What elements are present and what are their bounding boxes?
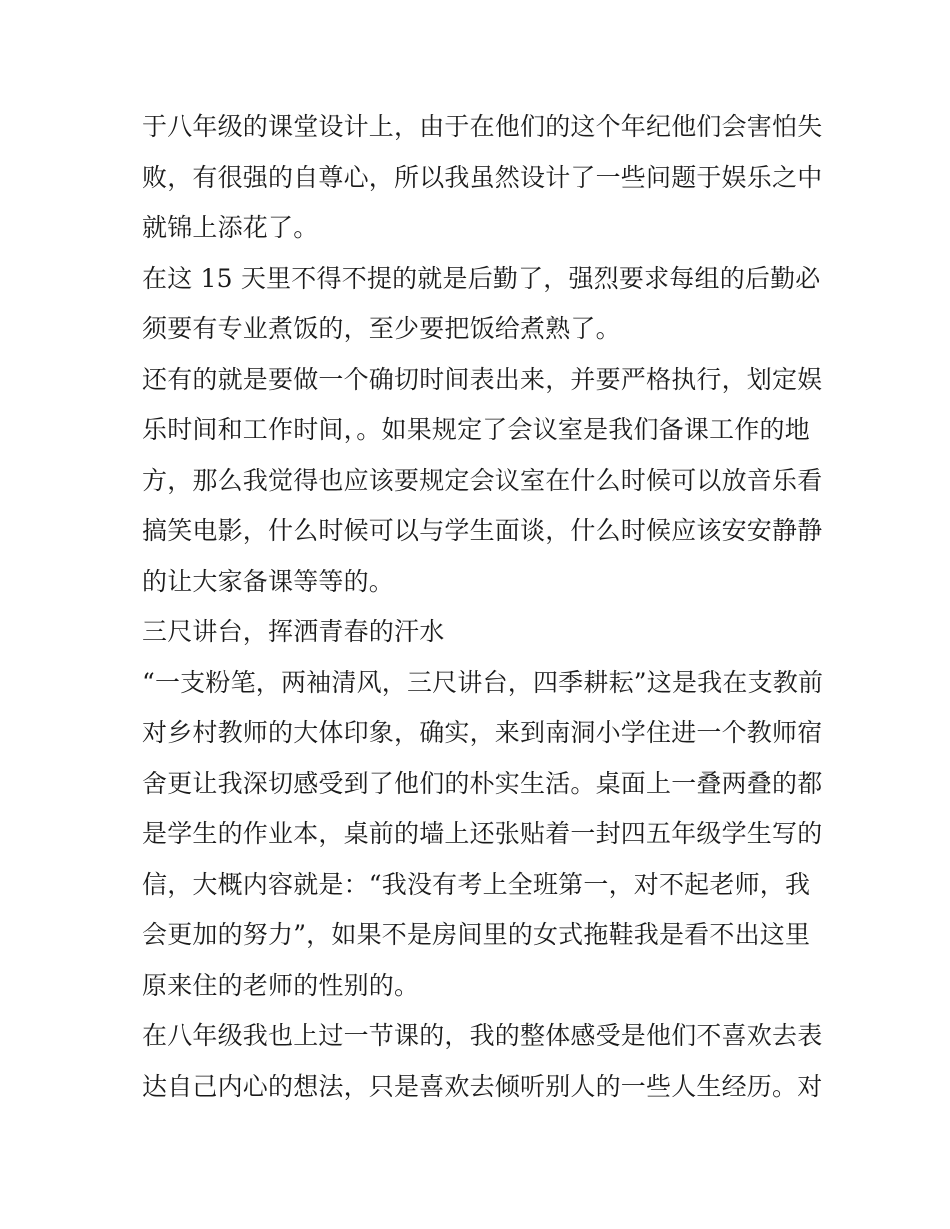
text-line: 败，有很强的自尊心，所以我虽然设计了一些问题于娱乐之中 xyxy=(142,162,823,192)
text-line: 在这 15 天里不得不提的就是后勤了，强烈要求每组的后勤必 xyxy=(142,263,821,293)
section-heading xyxy=(142,607,822,658)
text-line: 原来住的老师的性别的。 xyxy=(142,970,420,1000)
text-line: 乐时间和工作时间，。如果规定了会议室是我们备课工作的地 xyxy=(142,415,810,444)
text-line: 于八年级的课堂设计上，由于在他们的这个年纪他们会害怕失 xyxy=(142,112,823,141)
text-line: 在八年级我也上过一节课的，我的整体感受是他们不喜欢去表 xyxy=(142,1021,823,1050)
document-body xyxy=(142,102,822,1112)
text-line: “一支粉笔，两袖清风，三尺讲台，四季耕耘”这是我在支教前 xyxy=(142,667,824,697)
text-line: 方，那么我觉得也应该要规定会议室在什么时候可以放音乐看 xyxy=(142,465,823,495)
text-line: 达自己内心的想法，只是喜欢去倾听别人的一些人生经历。对 xyxy=(142,1071,823,1101)
text-line: 须要有专业煮饭的，至少要把饭给煮熟了。 xyxy=(142,314,621,343)
text-line: 还有的就是要做一个确切时间表出来，并要严格执行，划定娱 xyxy=(142,364,823,394)
text-line: 会更加的努力”，如果不是房间里的女式拖鞋我是看不出这里 xyxy=(142,920,811,949)
text-line: 三尺讲台，挥洒青春的汗水 xyxy=(142,617,445,646)
text-line: 是学生的作业本，桌前的墙上还张贴着一封四五年级学生写的 xyxy=(142,819,823,848)
paragraph-grade-eight-class xyxy=(142,1011,822,1112)
paragraph-schedule xyxy=(142,355,822,608)
text-line: 信，大概内容就是：“我没有考上全班第一，对不起老师，我 xyxy=(142,869,811,899)
paragraph-classroom-design xyxy=(142,102,822,254)
paragraph-rural-teacher xyxy=(142,658,822,1012)
text-line: 搞笑电影，什么时候可以与学生面谈，什么时候应该安安静静 xyxy=(142,516,823,545)
paragraph-logistics xyxy=(142,254,822,355)
text-line: 舍更让我深切感受到了他们的朴实生活。桌面上一叠两叠的都 xyxy=(142,768,823,798)
text-line: 对乡村教师的大体印象，确实，来到南洞小学住进一个教师宿 xyxy=(142,718,823,747)
text-line: 就锦上添花了。 xyxy=(142,213,319,242)
text-line: 的让大家备课等等的。 xyxy=(142,566,395,596)
